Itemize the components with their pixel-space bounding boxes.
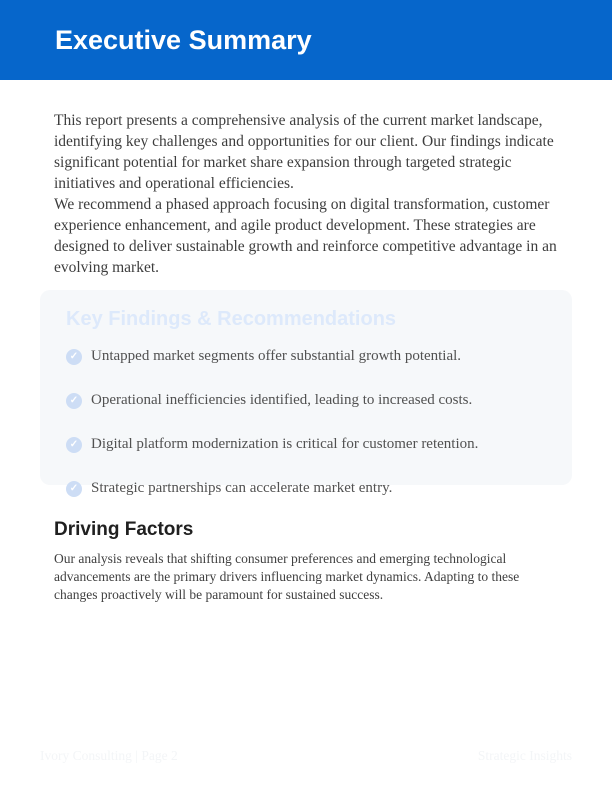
intro-paragraph: This report presents a comprehensive analysis of the current market landscape, identifying key challenges and opportunities for our client. Our findings indicate significant potential for market share expansion through targeted strategic initiatives and operational efficiencies. xyxy=(54,112,554,192)
driving-factors-paragraph: Our analysis reveals that shifting consumer preferences and emerging technological advancements are the primary drivers influencing market dynamics. Adapting to these changes proactively will be paramount for sustained success. xyxy=(54,551,520,602)
check-icon: ✓ xyxy=(66,393,82,409)
finding-text: Operational inefficiencies identified, leading to increased costs. xyxy=(91,392,473,408)
page-content xyxy=(0,110,612,604)
check-icon: ✓ xyxy=(66,437,82,453)
key-findings-title: Key Findings & Recommendations xyxy=(66,308,397,330)
finding-text: Digital platform modernization is critical for customer retention. xyxy=(91,436,479,452)
page-footer xyxy=(40,748,572,764)
list-item xyxy=(66,348,546,365)
footer-right-text: Strategic Insights xyxy=(477,748,572,763)
key-findings-card xyxy=(40,290,572,496)
finding-text: Strategic partnerships can accelerate market entry. xyxy=(91,480,393,496)
driving-factors-title: Driving Factors xyxy=(54,519,194,540)
page-header xyxy=(0,0,612,80)
finding-text: Untapped market segments offer substantial growth potential. xyxy=(91,348,462,364)
check-icon: ✓ xyxy=(66,349,82,365)
list-item xyxy=(66,392,546,409)
list-item xyxy=(66,436,546,453)
check-icon: ✓ xyxy=(66,481,82,497)
page-title: Executive Summary xyxy=(55,24,312,55)
list-item xyxy=(66,480,546,497)
footer-left-text: Ivory Consulting | Page 2 xyxy=(40,748,178,763)
intro-paragraph: We recommend a phased approach focusing on digital transformation, customer experience enhancement, and agile product development. These strategies are designed to deliver sustainable growth and reinforce competitive advantage in an evolving market. xyxy=(54,196,557,276)
findings-list xyxy=(66,348,546,497)
